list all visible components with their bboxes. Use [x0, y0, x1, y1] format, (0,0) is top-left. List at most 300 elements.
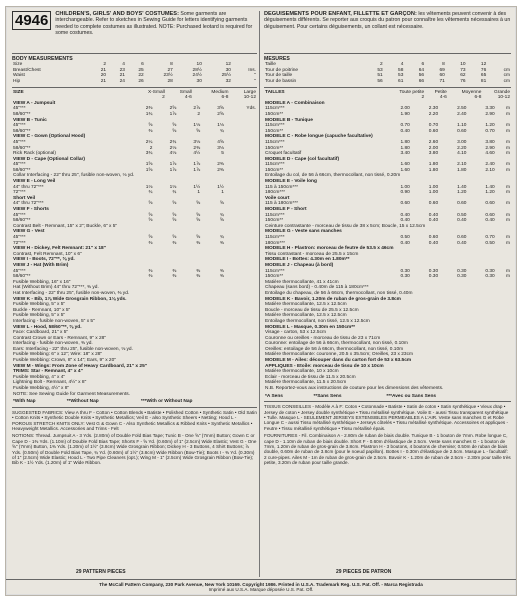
measurement-value: 69 [439, 67, 445, 73]
measurement-label: Breast/Chest [13, 67, 41, 73]
size-header-label: TAILLES [265, 89, 285, 95]
measurement-value: 66 [418, 78, 425, 84]
yardage-value: 1⅛ [193, 123, 201, 129]
yardage-value: 1 [221, 190, 224, 196]
divider [12, 407, 257, 408]
yardage-label: Fusible Webbing, 4½" x 8" [13, 386, 70, 392]
yardage-label: Ears: Interfacing - 22" thru 25", fusible non-woven, ⅛ yd. [13, 346, 133, 352]
yardage-value: 3.00 [457, 139, 467, 145]
yardage-value: 2⅝ [217, 111, 224, 117]
yardage-value: 0.30 [457, 274, 467, 280]
measurement-value: 58 [398, 67, 404, 73]
yardage-label: Voile court [265, 195, 290, 201]
size-header-value: Grande [494, 89, 510, 95]
yardage-label: Chapeau (sans bord) - 0.40m de 115 à 180cm*** [265, 285, 369, 291]
yardage-value: 1⅛ [169, 184, 177, 190]
yardage-value: ⅜ [172, 274, 177, 280]
measurement-value: 56 [418, 73, 425, 79]
measurement-row [264, 79, 511, 85]
yardage-label: 115 à 150cm*** [265, 184, 298, 190]
notions: NOTIONS: Thread. Jumpsuit A - 3 Yds. (2.80m) of Double Fold Bias Tape; Tunic B - One ⅝" (7mm) Button; Gown C or Cape D - 1⅜ Yds. (1.10m) of Double Fold Bias Tape; Shorts F - ⅝ Yd. (0.60m) of 1" (2.5cm) Wide Elastic; Vest G - One ⅝" (7mm) Button, 1⅜ Yds. (1.20m) of 1½" (3.8cm) Wide Grosgrain Ribbon; Dickey H - 3 Buttons, 4 Shirt Buttons; ⅞ Yds. (0.50m) of Double Fold Bias Tape, ¾ Yd. (0.60m) of 1½" (3.8cm) Wide Ribbon (Bow-Tie); Boots I - ⅜ Yd. (0.30m) of 1" (2.5cm) Wide Elastic; Hood L - Two Pipe Cleaners (opt.); Wing M - 1" (2.5cm) Wide Grosgrain Ribbon (Bow-Tie); Bib K - 1½ Yds. (1.20m) of 1" Wide Ribbon. [12, 433, 257, 466]
yardage-value: 2.40 [457, 111, 467, 117]
yardage-value: 1⅞ [193, 162, 201, 168]
measurement-value: 71 [439, 78, 445, 84]
size-header-value: 10-12 [243, 95, 256, 101]
measurement-value: 81 [480, 78, 487, 84]
yardage-label: Croquet facultatif [265, 151, 302, 157]
yardage-value: Yds. [246, 106, 256, 112]
yardage-value: 0.40 [457, 240, 467, 246]
french-title: DEGUISEMENTS POUR ENFANT, FILLETTE ET GARÇON: [264, 11, 417, 17]
measurement-value: 26 [138, 78, 144, 84]
yardage-label: MODELE B - Tunique [265, 117, 313, 123]
yardage-value: ¾ [148, 190, 153, 196]
yardage-label: 150cm** [265, 145, 284, 151]
yardage-label: Fusible Webbing, 16" x 16" [13, 279, 71, 285]
yardage-value: ⅜ [219, 240, 224, 246]
yardage-value: 1.80 [428, 167, 439, 173]
yardage-label: MODELE L - Masque, 0.30m en 150cm** [265, 324, 356, 330]
size-header-value: Toute petite [399, 89, 425, 95]
yardage-label: VIEW I - Boots, 72"**, ⅜ yd. [13, 257, 75, 263]
yardage-value: 0.40 [428, 212, 439, 218]
yardage-value: ⅜ [196, 240, 201, 246]
yardage-value: m [506, 240, 510, 246]
yardage-label: Lightning Bolt - Remnant, 4½" x 8" [13, 380, 87, 386]
yardage-label: 180cm*** [265, 240, 285, 246]
nap-legend-row [12, 399, 257, 405]
measurement-label: Hip [13, 78, 21, 84]
yardage-value: m [506, 274, 510, 280]
yardage-value: ⅝ [172, 212, 177, 218]
measurement-label: Waist [13, 73, 25, 79]
yardage-value: 0.40 [400, 212, 410, 218]
yardage-value: m [506, 212, 510, 218]
english-intro: Some garments are interchangeable. Refer to sketches in Sewing Guide for letters identifying garments needed to complete costumes as illustrated. NOTE: Purchased leotard is required for some costumes. [55, 11, 253, 36]
yardage-label: 115cm*** [265, 106, 285, 112]
yardage-label: VIEW M - Wings: From Zone of Heavy Cardboard, 21" x 25" [13, 363, 148, 369]
measurement-value: 21 [119, 73, 125, 79]
measurement-label: Tour de taille [265, 73, 293, 79]
pattern-pieces-fr: 29 PIECES DE PATRON [336, 569, 392, 575]
size-header-value: 6-8 [474, 95, 482, 101]
yardage-value: 0.60 [485, 212, 495, 218]
size-header-value: 10-12 [497, 95, 510, 101]
size-header-value: Petite [434, 89, 447, 95]
yardage-value: ⅜ [148, 268, 153, 274]
sens-legend [264, 394, 511, 400]
pattern-pieces-en: 29 PATTERN PIECES [76, 569, 126, 575]
yardage-label: 45"*** [13, 268, 26, 274]
yardage-value: 0.30 [400, 268, 410, 274]
yardage-label: Fusible Webbing, 5" x 5" [13, 302, 66, 308]
yardage-value: ⅝ [172, 218, 177, 224]
yardage-value: ¾ [219, 212, 224, 218]
measurement-value: 25 [138, 67, 144, 73]
yardage-value: m [506, 106, 510, 112]
yardage-label: 45"*** [13, 212, 26, 218]
yardage-value: 1.80 [400, 139, 410, 145]
measurement-value: 61 [398, 78, 404, 84]
measurement-value: 30 [225, 67, 231, 73]
size-header-value: Medium [211, 89, 229, 95]
yardage-label: VIEW C - Gown (Optional Hood) [13, 134, 86, 140]
yardage-value: ⅝ [172, 235, 177, 241]
yardage-label: Couronne: entoilage de 56 à 66cm, thermocollant, non tissé, 0.10m [265, 341, 408, 347]
divider [12, 87, 257, 88]
yardage-label: Matière thermocollante, 12.5 x 12.5cm [265, 313, 347, 319]
measurement-value: 20 [100, 73, 107, 79]
yardage-value: ⅝ [148, 235, 153, 241]
french-intro: les vêtements peuvent convenir à des déguisements différents. Se reporter aux croquis du patron pour connaître les vêtements nécessaires à un déguisement. Pour certains déguisements, un collant est nécessaire. [264, 11, 511, 30]
tailles-header-table [264, 90, 511, 101]
yardage-value: m [506, 201, 510, 207]
yardage-value: 2.40 [485, 162, 495, 168]
yardage-value: 3.30 [485, 106, 495, 112]
yardage-label: MODELE G - Veste sans manches [265, 229, 342, 235]
yardage-label: 115cm*** [265, 139, 285, 145]
yardage-label: Short Veil [13, 195, 36, 201]
yardage-label: Entoilage thermocollant, non tissé, 12.5 x 12.5cm [265, 318, 370, 324]
measurement-value: cm [503, 73, 510, 79]
english-intro-block [55, 11, 257, 36]
size-header-label: SIZE [13, 89, 24, 95]
body-measurements-table [12, 62, 257, 84]
yardage-label: 58/60"** [13, 111, 31, 117]
yardage-value: m [506, 151, 510, 157]
size-header-value: X-Small [148, 89, 165, 95]
yardage-label: 115cm*** [265, 162, 285, 168]
measurement-value: 24 [119, 78, 125, 84]
measurement-value: 53 [377, 67, 383, 73]
yardage-value: ¾ [219, 128, 224, 134]
size-header-value: Large [243, 89, 256, 95]
measurement-value: 25½ [221, 73, 231, 79]
measurement-value: 23 [119, 67, 125, 73]
mesures-label: MESURES [264, 56, 290, 62]
yardage-label: 58/60"** [13, 218, 31, 224]
yardage-value: m [506, 235, 510, 241]
yardage-value: 1.10 [457, 123, 467, 129]
yardage-label: Visage - carton, 53 x 12.5cm [265, 330, 326, 336]
yardage-value: 4⅝ [217, 139, 224, 145]
size-header-value: 4-6 [439, 95, 447, 101]
yardage-label: 115cm*** [265, 235, 285, 241]
yardage-value: 0.30 [428, 274, 439, 280]
yardage-value: 2⅜ [217, 167, 224, 173]
yardage-value: 4⅛ [169, 151, 177, 157]
yardage-label: VIEW G - Vest [13, 229, 45, 235]
yardage-value: 1⅞ [169, 162, 177, 168]
yardage-value: 0.40 [457, 218, 467, 224]
yardage-value: 0.40 [400, 240, 410, 246]
yardage-value: 5 [221, 151, 224, 157]
yardage-value: 4.10 [457, 151, 467, 157]
yardage-label: Buckle - Remnant, 10" x 5" [13, 307, 71, 313]
yardage-value: 1.40 [457, 184, 467, 190]
suggested-fabrics: SUGGESTED FABRICS: View A thru F - Cotton • Cotton Blends • Batiste • Polished Cotton • Synthetic Satin • Old Satin • Cotton Knits • Synthetic Double Knits • Synthetic Metallics; Veil E - also Synthetic Sheers • Netting; Hood L - POROUS STRETCH KNITS ONLY: Vest G & Gown C - Also Synthetic Metallics & Ribbed Knits • Synthetic Metallics • Heavyweight Metallics. Accessories and Trims - Felt [12, 409, 257, 432]
yardage-value: ⅝ [148, 201, 153, 207]
yardage-label: VIEW H - Dickey, Felt Remnant: 21" x 18" [13, 246, 106, 252]
yardage-value: 0.30 [457, 268, 467, 274]
nap-legend-row [264, 394, 511, 400]
measurement-value: 28½ [192, 67, 202, 73]
yardage-value: 1⅝ [145, 162, 153, 168]
yardage-value: m [506, 190, 510, 196]
yardage-value: 1.20 [457, 190, 467, 196]
fournitures: FOURNITURES - Fil. Combinaison A - 2.80m de ruban de biais double. Tunique B - 1 bouton de 7mm. Robe longue C, cape D - 1.10m de ruban de biais double. Short F - 0.60m d'élastique de 2.5cm. Veste sans manches G - 1 bouton de 7mm, 1.20m de ruban de gros-grain de 3.8cm. Plastron H - 3 boutons, 4 boutons de chemise; 0.50m de ruban de biais double, 0.60m de ruban de 3.8cm (pour le noeud papillon). Bottes I - 0.30m d'élastique de 2.5cm. Masque L - facultatif: 2 cure-pipes. Ailes M - 1m de ruban de gros-grain de 2.5cm. Bavoir K - 1.20m de ruban de 2.5cm - 2.30m pour taille très petite, 3.20m de ruban pour taille grande. [264, 433, 511, 466]
yardage-label: 44" thru 72"*** [13, 184, 44, 190]
measurement-value: " [254, 78, 256, 84]
measurement-value: 22 [138, 73, 144, 79]
measurement-value: 60 [439, 73, 445, 79]
yardage-label: VIEW J - Hat (With Brim) [13, 262, 69, 268]
yardage-value: 0.40 [400, 218, 410, 224]
measurement-label: Taille [265, 62, 276, 68]
yardage-label: 72"*** [13, 190, 26, 196]
measurement-value: 4 [400, 62, 404, 68]
yardage-row [264, 386, 511, 392]
yardage-value: 2 [197, 111, 201, 117]
measurement-value: 8 [442, 62, 445, 68]
yardage-label: Matière thermocollante: couronne, 20.5 x 35.5cm; Oreilles, 23 x 23cm [265, 352, 413, 358]
yardage-label: Fusible Webbing, 4" x 4" [13, 374, 66, 380]
yardage-label: 180cm*** [265, 190, 285, 196]
french-intro-block [264, 11, 511, 30]
yardage-value: 1¾ [145, 111, 153, 117]
yardage-value: ⅝ [148, 212, 153, 218]
nap-legend [12, 399, 257, 405]
yardage-label: Collar Interfacing - 22" thru 25", fusible non-woven, ⅛ yd. [13, 173, 135, 179]
yardage-value: m [506, 184, 510, 190]
yardage-label: 45"*** [13, 106, 26, 112]
yardage-value: 0.70 [485, 128, 495, 134]
measurement-value: 4 [122, 62, 125, 68]
nap-legend-item: **Sans Sens [313, 393, 342, 399]
yardage-value: 2⅛ [169, 145, 177, 151]
yardage-value: 0.60 [457, 201, 467, 207]
yardage-value: 1½ [217, 184, 224, 190]
yardage-label: VIEW L - Hood, 58/60"**, ⅜ yd. [13, 324, 82, 330]
yardage-label: N.B. Reportez-vous aux instructions de couture pour les dimensions des vêtements. [265, 386, 444, 392]
yardage-label: VIEW K - Bib, 1⅞ Wide Grosgrain Ribbon, 1⅛ yds. [13, 296, 127, 302]
size-header-value: 2 [162, 95, 165, 101]
yardage-label: Matière thermocollante, 41 x 41cm [265, 279, 339, 285]
yardage-value: 2.90 [485, 111, 495, 117]
yardage-value: 1.90 [400, 111, 410, 117]
measurement-value: 2 [103, 62, 107, 68]
yardage-label: 115cm*** [265, 123, 285, 129]
yardage-value: 3⅛ [217, 145, 224, 151]
yardage-label: MODELE I - Bottes: 4.30m en 1.80m** [265, 257, 350, 263]
yardage-value: ⅜ [196, 268, 201, 274]
measurement-label: Tour de poitrine [265, 67, 299, 73]
yardage-label: 58/60"** [13, 274, 31, 280]
yardage-value: 4.60 [485, 151, 495, 157]
yardage-value: 4½ [193, 151, 201, 157]
yardage-value: 2.90 [485, 145, 495, 151]
yardage-value: 2⅜ [193, 145, 201, 151]
yardage-label: 115 à 180cm*** [265, 201, 298, 207]
measurement-value: 24½ [192, 73, 202, 79]
yardage-value: 0.70 [485, 235, 495, 241]
yardage-label: 150cm** [265, 111, 284, 117]
size-header-table [12, 90, 257, 101]
yardage-value: ⅜ [148, 128, 153, 134]
yardage-label: 115cm*** [265, 268, 285, 274]
yardage-value: m [506, 167, 510, 173]
yardage-value: ⅜ [219, 274, 224, 280]
size-header-value: Moyenne [461, 89, 482, 95]
yardage-value: 3.80 [485, 139, 495, 145]
yardage-value: ⅝ [196, 218, 201, 224]
yardage-value: 0.90 [400, 190, 410, 196]
measurement-value: 56 [377, 78, 383, 84]
size-header-value: 6-8 [221, 95, 229, 101]
measurement-value: cm [503, 67, 510, 73]
yardage-label: MODELE H - Plastron: morceau de feutre de 53.5 x 46cm [265, 246, 394, 252]
yardage-value: 2.60 [428, 139, 439, 145]
measurement-value: 6 [421, 62, 425, 68]
yardage-label: 45"*** [13, 235, 26, 241]
yardage-value: ⅝ [219, 218, 224, 224]
column-divider [259, 11, 260, 577]
yardage-value: 1½ [193, 184, 201, 190]
yardage-value: ⅝ [148, 123, 153, 129]
yardage-label: MODELE D - Cape (col facultatif) [265, 156, 340, 162]
yardage-label: 72"*** [13, 240, 26, 246]
divider [12, 53, 257, 54]
yardage-label: MODELE F - Short [265, 207, 307, 213]
measurement-value: 10 [196, 62, 202, 68]
yardage-value: 2⅜ [145, 106, 153, 112]
size-header-value: 2 [421, 95, 425, 101]
yardage-value: 0.60 [428, 235, 439, 241]
yardage-label: Fusible Webbing: Crown, 8" x 14"; Ears, 9" x 20" [13, 358, 116, 364]
yardage-value: 2.10 [457, 162, 467, 168]
yardage-value: 1 [197, 190, 201, 196]
pattern-number: 4946 [12, 11, 51, 30]
yardage-label: VIEW B - Tunic [13, 117, 47, 123]
yardage-value: 1⅛ [145, 184, 153, 190]
english-column [12, 11, 257, 466]
yardage-value: 0.50 [457, 212, 467, 218]
yardage-value: 2.00 [400, 106, 410, 112]
yardage-label: APPLIQUES - Etoile: morceau de tissu de 10 x 10cm [265, 363, 384, 369]
yardage-label: VIEW E - Long Veil [13, 179, 56, 185]
yardage-label: VIEW D - Cape (Optional Collar) [13, 156, 85, 162]
yardage-label: 45"*** [13, 162, 26, 168]
yardage-value: 2⅝ [169, 106, 177, 112]
measurement-value: 8 [170, 62, 173, 68]
yardage-label: Boucle - morceau de tissu de 25.5 x 12.5cm [265, 307, 359, 313]
body-measurements-label: BODY MEASUREMENTS [12, 56, 73, 62]
yardage-label: Oreilles: entoilage de 56 à 66cm, thermocollant, non tissé, 0.10m [265, 346, 404, 352]
french-header [264, 11, 511, 51]
yardage-label: 150cm** [265, 274, 284, 280]
measurement-value: 21 [100, 67, 107, 73]
measurement-value: 12 [480, 62, 487, 68]
yardage-value: 1.40 [485, 184, 495, 190]
yardage-value: 0.40 [428, 240, 439, 246]
measurement-value: 62 [460, 73, 466, 79]
yardage-value: ⅜ [172, 268, 177, 274]
yardage-value: 0.60 [485, 201, 495, 207]
yardage-label: Couronne ou oreilles - morceau de tissu de 23 x 71cm [265, 335, 381, 341]
yardage-value: 0.40 [428, 218, 439, 224]
nap-legend-item: *A Sens [265, 393, 283, 399]
measurement-value: cm [503, 78, 510, 84]
yardage-value: 0.60 [457, 128, 467, 134]
yardage-value: ⅝ [219, 201, 224, 207]
publisher-line-fr: Imprimé aux U.S.A. Marque déposée U.S. Pat. Off. [208, 587, 314, 593]
yardage-value: 0.40 [400, 128, 410, 134]
measurement-value: 2 [380, 62, 383, 68]
yardage-label: 45"*** [13, 139, 26, 145]
yardage-label: 44" thru 72"*** [13, 201, 44, 207]
yardage-value: 2.20 [457, 145, 467, 151]
nap-legend-item: *With Nap [13, 399, 36, 405]
yardage-label: Face: Cardboard, 21" x 5" [13, 330, 69, 336]
yardage-label: MODELE J - Chapeau (à bord) [265, 262, 334, 268]
yardage-value: ⅝ [172, 201, 177, 207]
yardage-value: 1⅞ [169, 111, 177, 117]
yardage-value: 0.30 [400, 274, 410, 280]
yardage-value: 3¾ [145, 151, 153, 157]
measurement-value: 76 [460, 78, 466, 84]
yardage-value: 2¾ [169, 139, 177, 145]
measurement-value: 65 [480, 73, 487, 79]
yardage-label: Eclair - morceau de tissu de 11.5 x 20.5cm [265, 374, 356, 380]
yardage-label: MODELE K - Bavoir, 1.20m de ruban de gros-grain de 3.8cm [265, 296, 401, 302]
yardage-value: m [506, 218, 510, 224]
yardage-label: 45"*** [13, 123, 26, 129]
yardage-label: Hat Interfacing - 22" thru 25", fusible non-woven, ⅜ yd. [13, 290, 130, 296]
yardage-value: 0.30 [428, 268, 439, 274]
size-header-value: 4-6 [184, 95, 192, 101]
yardage-value: 2.10 [485, 167, 495, 173]
yardage-value: 3⅛ [193, 139, 201, 145]
yardage-label: Hat (Without Brim) 44" thru 72"***, ⅜ yd. [13, 285, 99, 291]
yardage-label: 150cm** [265, 167, 284, 173]
tissus-conseilles: TISSUS CONSEILLES - Modèle A à F: Coton • Cotonnade • Batiste • Satin de coton • Satin synthétique • Vieux drap • Jersey de coton • Jersey double synthétique • Tissu métallisé synthétique. Voile E - aussi Tissu transparent synthétique • Tulle. Masque L - SEULEMENT JERSEYS EXTENSIBLES PERMEABLES A L'AIR. Veste sans manches G et Robe Longue C - aussi Tissu métallisé synthétique • Jerseys côtelés • Tissu métallisé synthétique. Accessoires et appliques - Feutre • Tissu métallisé synthétique • Tissu métallisé épais. [264, 404, 509, 431]
nap-legend-item: ***With or Without Nap [140, 399, 193, 405]
yardage-value: ⅜ [172, 240, 177, 246]
measurement-value: 10 [460, 62, 466, 68]
yardage-value: ⅜ [148, 274, 153, 280]
yardage-value: 2⅜ [217, 162, 224, 168]
yardage-value: m [506, 128, 510, 134]
nap-legend-item: ***Avec ou Sans Sens [386, 393, 437, 399]
measurement-value: Ins. [248, 67, 256, 73]
yardage-value: ⅜ [219, 268, 224, 274]
measurement-value: 28 [167, 78, 173, 84]
yardage-value: ⅝ [172, 123, 177, 129]
metrage-list [264, 101, 511, 392]
yardage-value: ⅜ [196, 274, 201, 280]
publisher-line: The McCall Pattern Company, 230 Park Avenue, New York 10169. Copyright 1986. Printed in U.S.A. Trademark Reg. U.S. Pat. Off. - Marca Registrada [99, 582, 423, 587]
english-header [12, 11, 257, 51]
nap-legend-item: **Without Nap [66, 399, 99, 405]
yardage-label: Interfacing - fusible non-woven, ⅜ yd. [13, 341, 93, 347]
yardage-value: 1.80 [457, 167, 467, 173]
yardage-label: MODELE M - Ailes: découper dans du carton fort de 53 x 63.5cm [265, 358, 412, 364]
yardage-value: 1.80 [400, 145, 410, 151]
yardage-label: Fusible Webbing, 5" x 5" [13, 313, 66, 319]
yardage-label: MODELE C - Robe longue (capuche facultative) [265, 134, 373, 140]
yardage-value: 2 [149, 145, 153, 151]
yardage-label: Interfacing - fusible non-woven, 5" x 5" [13, 318, 95, 324]
